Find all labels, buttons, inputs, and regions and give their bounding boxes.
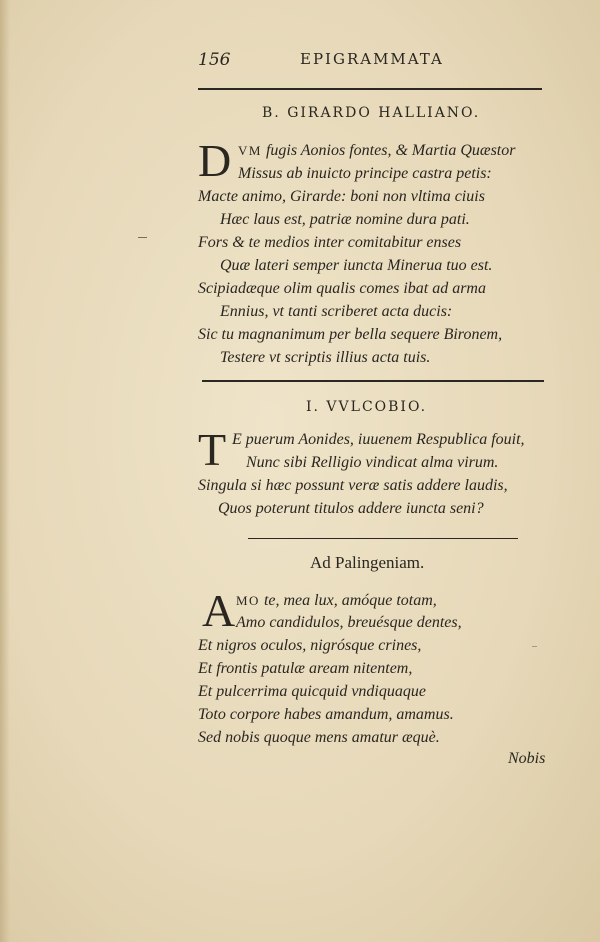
poem1-line-5: Fors & te medios inter comitabitur enses [198,234,462,251]
poem3-line-3: Et nigros oculos, nigrósque crines, [198,637,422,654]
poem3-line-2: Amo candidulos, breuésque dentes, [236,614,462,631]
poem3-title: Ad Palingeniam. [310,553,425,572]
poem3-line-1-caps: MO [236,593,260,608]
poem3-line-7: Sed nobis quoque mens amatur æquè. [198,729,440,746]
poem2-line-3: Singula si hæc possunt veræ satis addere laudis, [198,477,508,494]
poem2-title: I. VVLCOBIO. [306,399,428,415]
poem1-line-1-caps: VM [238,143,262,158]
running-title: EPIGRAMMATA [300,50,444,68]
catchword: Nobis [508,750,546,767]
poem1-line-10: Testere vt scriptis illius acta tuis. [220,349,431,366]
poem2-line-1: E puerum Aonides, iuuenem Respublica fouit, [232,431,525,448]
page-number: 156 [198,50,231,70]
poem1-line-1 [238,142,515,160]
poem3-line-5: Et pulcerrima quicquid vndiquaque [198,683,426,700]
poem1-line-9: Sic tu magnanimum per bella sequere Bironem, [198,326,503,343]
poem2-line-2: Nunc sibi Relligio vindicat alma virum. [246,454,499,471]
poem1-line-3: Macte animo, Girarde: boni non vltima ciuis [198,188,485,205]
page-edge-shadow [0,0,10,942]
poem1-line-2: Missus ab inuicto principe castra petis: [238,165,492,182]
poem1-title: B. GIRARDO HALLIANO. [262,105,481,121]
poem1-line-1-text: fugis Aonios fontes, & Martia Quæstor [265,142,516,159]
divider-rule-2 [248,538,518,539]
poem1-line-4: Hæc laus est, patriæ nomine dura pati. [220,211,470,228]
poem2-line-4: Quos poterunt titulos addere iuncta seni? [218,500,484,517]
poem2-dropcap: T [198,424,227,475]
poem3-dropcap: A [202,585,236,636]
divider-rule-1 [202,380,544,382]
header-rule [198,88,542,90]
poem3-line-4: Et frontis patulæ aream nitentem, [198,660,413,677]
poem1-dropcap: D [198,135,232,186]
paper-mark [532,646,537,647]
poem1-line-7: Scipiadæque olim qualis comes ibat ad arma [198,280,486,297]
poem1-line-8: Ennius, vt tanti scriberet acta ducis: [220,303,453,320]
poem1-line-6: Quæ lateri semper iuncta Minerua tuo est. [220,257,493,274]
poem3-line-1-text: te, mea lux, amóque totam, [263,592,437,609]
poem3-line-1 [236,592,437,610]
paper-mark [138,237,147,238]
poem3-line-6: Toto corpore habes amandum, amamus. [198,706,454,723]
